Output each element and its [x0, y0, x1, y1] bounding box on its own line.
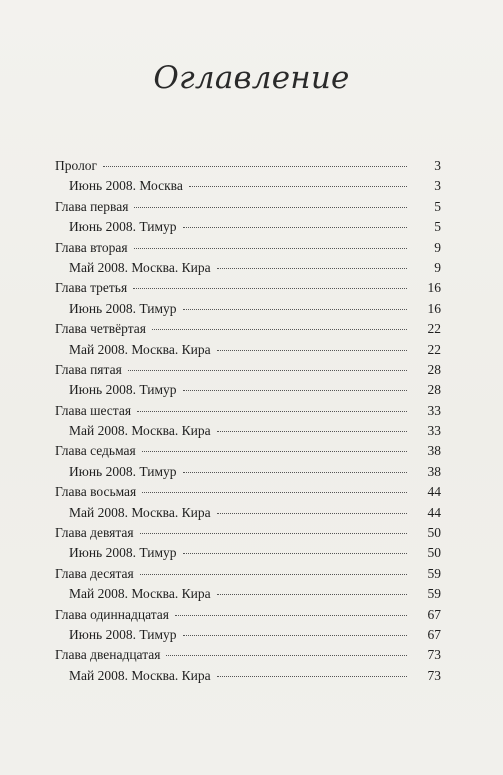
toc-entry[interactable]: [55, 503, 441, 523]
dot-leader: [134, 206, 407, 208]
toc-entry-label: Май 2008. Москва. Кира: [69, 586, 211, 602]
dot-leader: [217, 430, 407, 432]
toc-entry-page: 50: [427, 525, 441, 541]
toc-entry[interactable]: [55, 197, 441, 217]
toc-entry-page: 22: [427, 341, 441, 357]
toc-entry-page: 38: [427, 463, 441, 479]
toc-entry-page: 59: [427, 586, 441, 602]
toc-entry-page: 3: [434, 158, 441, 173]
dot-leader: [217, 593, 407, 595]
toc-entry[interactable]: [55, 645, 441, 665]
toc-entry[interactable]: [55, 666, 441, 686]
toc-entry-label: Июнь 2008. Тимур: [69, 626, 177, 642]
dot-leader: [142, 450, 407, 452]
toc-entry-label: Июнь 2008. Тимур: [69, 219, 177, 235]
dot-leader: [137, 410, 407, 412]
toc-entry-label: Глава шестая: [55, 402, 132, 418]
toc-entry-page: 5: [434, 219, 441, 235]
toc-entry-label: Глава восьмая: [55, 484, 137, 500]
toc-entry-page: 73: [427, 647, 441, 663]
toc-entry-page: 67: [427, 626, 441, 642]
toc-entry-label: Глава седьмая: [55, 443, 136, 459]
toc-entry-label: Глава девятая: [55, 525, 134, 541]
toc-entry-page: 16: [427, 280, 441, 296]
toc-entry-page: 9: [434, 259, 441, 275]
toc-entry-page: 9: [434, 239, 441, 255]
dot-leader: [133, 287, 407, 289]
toc-entry[interactable]: [55, 543, 441, 563]
dot-leader: [189, 185, 407, 187]
toc-entry-label: Глава пятая: [55, 361, 122, 377]
toc-entry-page: 3: [434, 178, 441, 194]
toc-entry[interactable]: [55, 360, 441, 380]
dot-leader: [183, 389, 407, 391]
dot-leader: [140, 532, 407, 534]
toc-entry[interactable]: [55, 441, 441, 461]
dot-leader: [217, 349, 407, 351]
dot-leader: [128, 369, 407, 371]
toc-entry-label: Глава четвёртая: [55, 321, 146, 337]
toc-entry-label: Май 2008. Москва. Кира: [69, 504, 211, 520]
toc-entry-label: Май 2008. Москва. Кира: [69, 667, 211, 683]
dot-leader: [103, 165, 407, 167]
toc-entry-label: Май 2008. Москва. Кира: [69, 259, 211, 275]
toc-entry-label: Май 2008. Москва. Кира: [69, 341, 211, 357]
toc-entry-page: 33: [427, 423, 441, 439]
toc-entry-label: Июнь 2008. Тимур: [69, 300, 177, 316]
toc-entry[interactable]: [55, 421, 441, 441]
toc-entry-label: Июнь 2008. Москва: [69, 178, 183, 194]
toc-entry-page: 16: [427, 300, 441, 316]
dot-leader: [183, 552, 407, 554]
toc-entry[interactable]: [55, 605, 441, 625]
toc-entry-page: 5: [434, 198, 441, 214]
dot-leader: [217, 512, 407, 514]
toc-entry[interactable]: [55, 176, 441, 196]
table-of-contents: [55, 156, 441, 686]
toc-entry-page: 44: [427, 504, 441, 520]
toc-entry[interactable]: [55, 523, 441, 543]
toc-entry[interactable]: [55, 340, 441, 360]
toc-entry[interactable]: [55, 278, 441, 298]
toc-entry[interactable]: [55, 462, 441, 482]
toc-entry-page: 33: [427, 402, 441, 418]
toc-entry[interactable]: [55, 625, 441, 645]
toc-entry-page: 73: [427, 667, 441, 683]
toc-entry-page: 28: [427, 361, 441, 377]
dot-leader: [142, 491, 407, 493]
toc-entry[interactable]: [55, 156, 441, 176]
toc-entry[interactable]: [55, 584, 441, 604]
toc-entry[interactable]: [55, 238, 441, 258]
toc-entry-label: Глава десятая: [55, 565, 134, 581]
toc-entry-label: Май 2008. Москва. Кира: [69, 423, 211, 439]
toc-entry-page: 28: [427, 382, 441, 398]
dot-leader: [183, 226, 407, 228]
dot-leader: [217, 675, 407, 677]
toc-entry-label: Глава двенадцатая: [55, 647, 161, 663]
dot-leader: [152, 328, 407, 330]
toc-entry[interactable]: [55, 482, 441, 502]
toc-entry[interactable]: [55, 380, 441, 400]
toc-entry-page: 59: [427, 565, 441, 581]
toc-entry-label: Июнь 2008. Тимур: [69, 545, 177, 561]
toc-entry[interactable]: [55, 319, 441, 339]
dot-leader: [183, 634, 407, 636]
toc-entry-label: Июнь 2008. Тимур: [69, 463, 177, 479]
dot-leader: [217, 267, 407, 269]
page-title: Оглавление: [153, 60, 350, 96]
toc-entry-page: 22: [427, 321, 441, 337]
toc-entry-label: Пролог: [55, 158, 98, 173]
toc-entry[interactable]: [55, 401, 441, 421]
toc-entry-page: 50: [427, 545, 441, 561]
toc-entry-label: Глава третья: [55, 280, 128, 296]
toc-entry[interactable]: [55, 299, 441, 319]
dot-leader: [134, 247, 407, 249]
dot-leader: [175, 614, 407, 616]
toc-entry[interactable]: [55, 564, 441, 584]
toc-entry-label: Глава вторая: [55, 239, 128, 255]
toc-entry-label: Июнь 2008. Тимур: [69, 382, 177, 398]
dot-leader: [166, 654, 407, 656]
toc-entry[interactable]: [55, 258, 441, 278]
toc-entry-page: 44: [427, 484, 441, 500]
toc-entry-page: 67: [427, 606, 441, 622]
toc-entry[interactable]: [55, 217, 441, 237]
toc-entry-page: 38: [427, 443, 441, 459]
dot-leader: [140, 573, 407, 575]
toc-entry-label: Глава одиннадцатая: [55, 606, 169, 622]
toc-entry-label: Глава первая: [55, 198, 129, 214]
dot-leader: [183, 308, 407, 310]
dot-leader: [183, 471, 407, 473]
